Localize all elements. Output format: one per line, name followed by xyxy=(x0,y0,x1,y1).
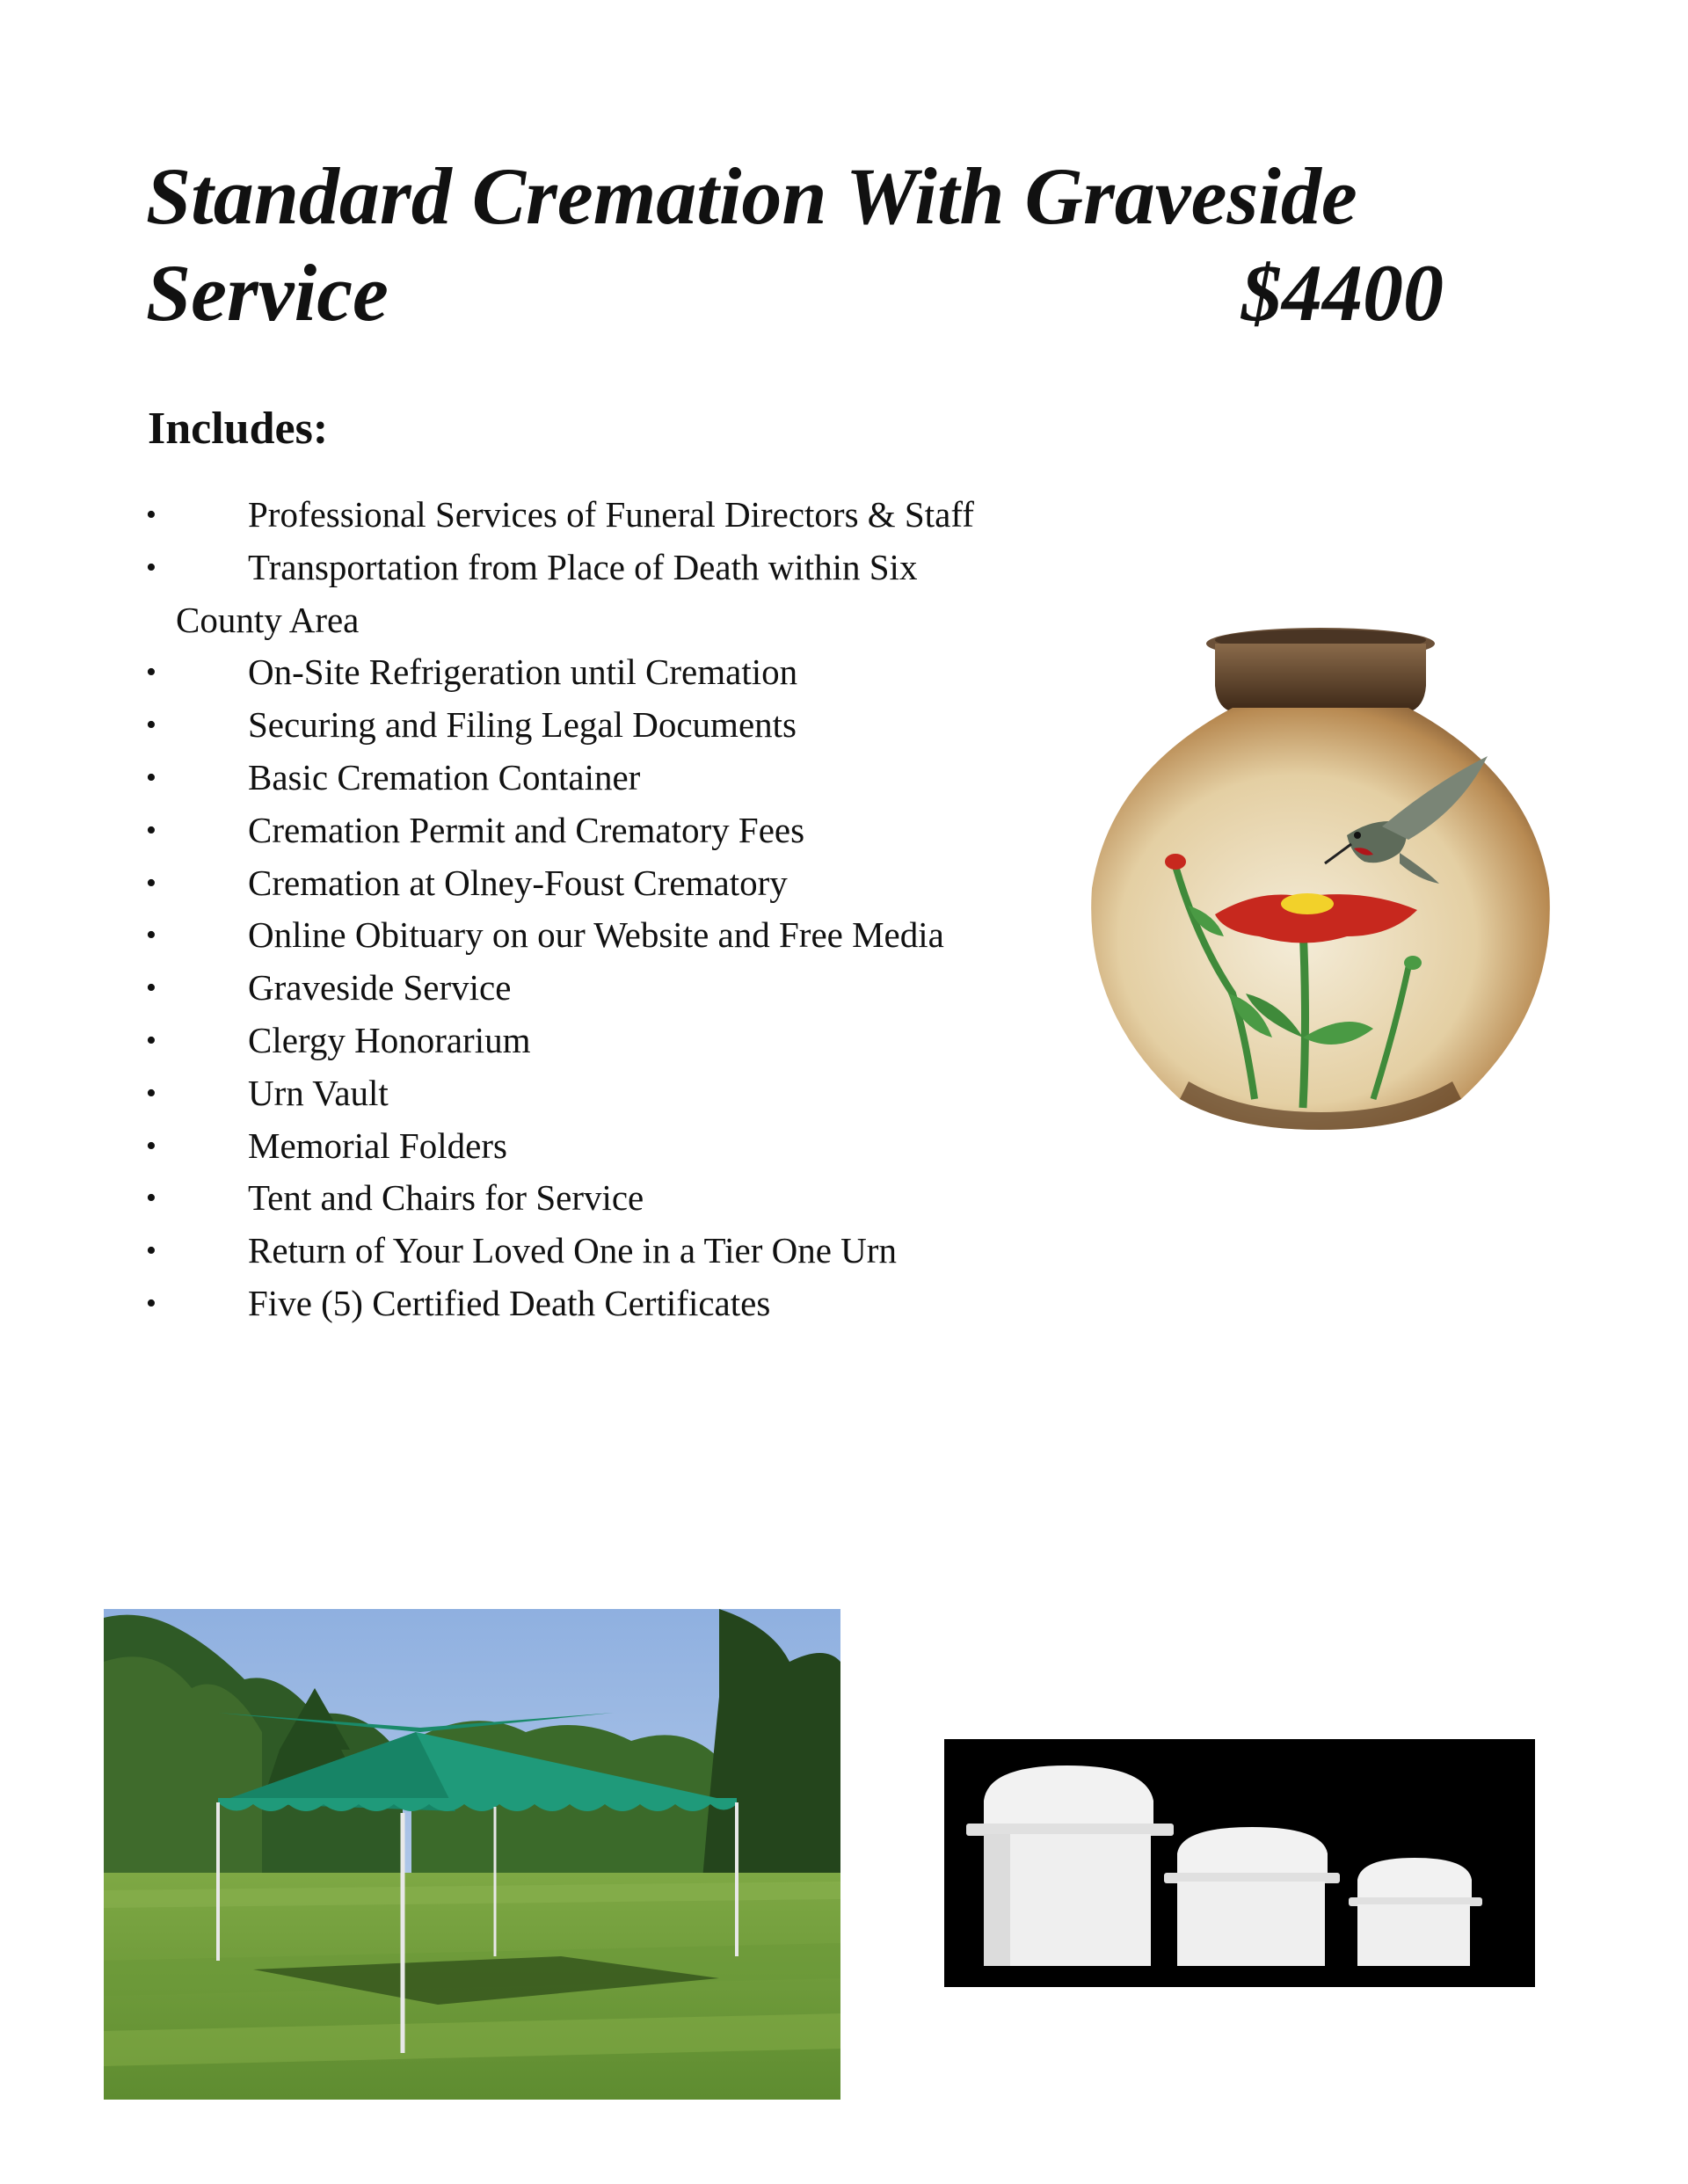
list-item-text: Basic Cremation Container xyxy=(248,756,641,797)
bullet-icon: • xyxy=(146,1129,156,1162)
list-item-text: On-Site Refrigeration until Cremation xyxy=(248,652,798,693)
list-item xyxy=(146,857,1113,910)
bullet-icon: • xyxy=(146,1234,156,1268)
graveside-tent-image xyxy=(104,1609,840,2100)
bullet-icon: • xyxy=(146,1286,156,1320)
hummingbird-urn-image xyxy=(1083,624,1558,1134)
title-line-2: Service xyxy=(146,248,389,338)
price: $4400 xyxy=(1241,248,1444,338)
list-item-text: Transportation from Place of Death within Six xyxy=(248,546,918,587)
list-item xyxy=(146,909,1113,962)
list-item-text: Securing and Filing Legal Documents xyxy=(248,704,797,746)
page-title xyxy=(146,148,1465,341)
includes-list xyxy=(146,489,1113,1330)
bullet-icon: • xyxy=(146,919,156,952)
list-item-text: Urn Vault xyxy=(248,1072,389,1113)
bullet-icon: • xyxy=(146,550,156,584)
bullet-icon: • xyxy=(146,866,156,899)
urn-vaults-image xyxy=(944,1739,1535,1987)
list-item-text: Five (5) Certified Death Certificates xyxy=(248,1282,771,1323)
list-item xyxy=(146,1120,1113,1173)
list-item xyxy=(146,646,1113,699)
list-item-text: Return of Your Loved One in a Tier One Urn xyxy=(248,1230,897,1271)
bullet-icon: • xyxy=(146,499,156,531)
list-item-continuation: County Area xyxy=(176,599,360,640)
list-item xyxy=(146,1278,1113,1330)
list-item-text: Cremation at Olney-Foust Crematory xyxy=(248,862,788,903)
list-item-text: Professional Services of Funeral Directors & Staff xyxy=(248,494,974,535)
list-item xyxy=(146,962,1113,1015)
list-item xyxy=(146,1067,1113,1120)
list-item-text: Online Obituary on our Website and Free Media xyxy=(248,914,944,956)
bullet-icon: • xyxy=(146,761,156,794)
bullet-icon: • xyxy=(146,1182,156,1215)
bullet-icon: • xyxy=(146,656,156,689)
list-item xyxy=(146,699,1113,752)
list-item xyxy=(146,1172,1113,1225)
bullet-icon: • xyxy=(146,1076,156,1110)
bullet-icon: • xyxy=(146,813,156,847)
list-item xyxy=(146,542,1113,647)
title-line-1: Standard Cremation With Graveside xyxy=(146,151,1357,241)
list-item-text: Tent and Chairs for Service xyxy=(248,1177,644,1219)
includes-heading: Includes: xyxy=(148,404,329,454)
bullet-icon: • xyxy=(146,972,156,1005)
list-item-text: Cremation Permit and Crematory Fees xyxy=(248,809,805,850)
bullet-icon: • xyxy=(146,1023,156,1057)
list-item xyxy=(146,1015,1113,1067)
list-item-text: Graveside Service xyxy=(248,967,512,1008)
list-item xyxy=(146,804,1113,857)
list-item xyxy=(146,489,1113,542)
list-item xyxy=(146,1225,1113,1278)
list-item xyxy=(146,752,1113,804)
list-item-text: Clergy Honorarium xyxy=(248,1019,531,1060)
bullet-icon: • xyxy=(146,709,156,742)
list-item-text: Memorial Folders xyxy=(248,1125,507,1166)
